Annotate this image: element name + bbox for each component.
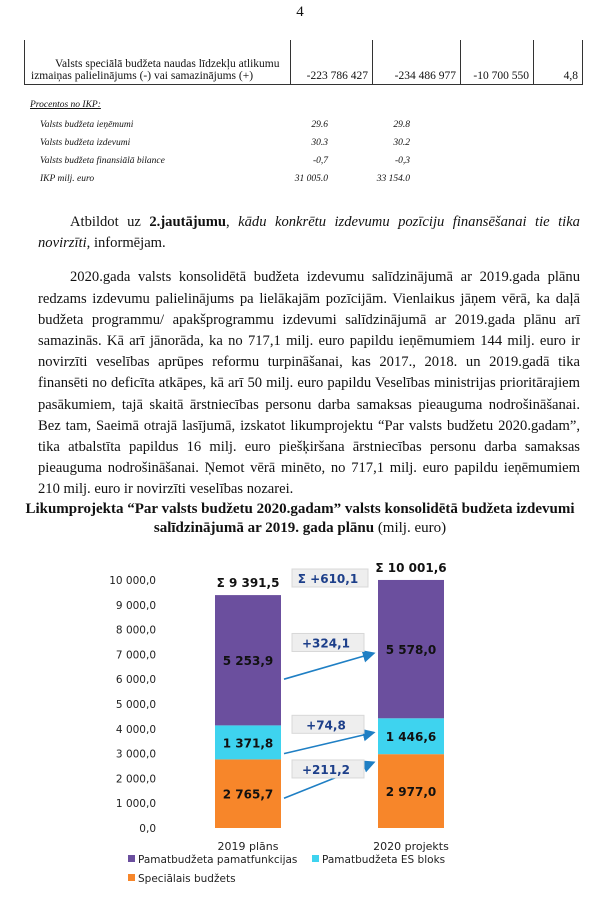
text: , [226,214,239,230]
y-tick-label: 0,0 [139,823,156,835]
bar-value-label: 5 578,0 [385,643,437,658]
ikp-value-2019: -0,7 [312,156,328,166]
chart-title [20,500,580,538]
ikp-row [40,138,470,148]
total-change-label: Σ +610,1 [297,572,359,586]
row-label: Valsts speciālā budžeta naudas līdzekļu atlikumu izmaiņas palielinājums (-) vai samazinājums (+) [25,40,291,85]
y-tick-label: 5 000,0 [115,699,156,711]
text: Atbildot uz [70,214,150,230]
table-row [25,40,583,85]
chart-unit: (milj. euro) [377,520,447,536]
ikp-label: Valsts budžeta ieņēmumi [40,120,134,130]
ikp-row [40,156,470,166]
change-arrow [284,733,374,754]
y-tick-label: 6 000,0 [115,674,156,687]
bar-total-label: Σ 9 391,5 [216,576,280,591]
legend-swatch [128,855,135,862]
legend-swatch [312,855,319,862]
y-tick-label: 4 000,0 [115,723,156,736]
table-cell: -10 700 550 [461,40,534,85]
paragraph [38,212,580,254]
bar-total-label: Σ 10 001,6 [375,560,447,575]
ikp-value-2020: 30.2 [393,138,410,148]
y-tick-label: 8 000,0 [115,624,156,637]
legend-label: Pamatbudžeta ES bloks [322,854,446,866]
legend-swatch [128,874,135,881]
bar-value-label: 1 371,8 [222,736,274,751]
page-number: 4 [296,4,304,20]
table-cell: -223 786 427 [291,40,373,85]
change-label: +211,2 [301,762,351,777]
change-label: +324,1 [301,636,351,651]
ikp-label: IKP milj. euro [40,174,95,184]
x-tick-label: 2020 projekts [373,840,449,853]
y-tick-label: 3 000,0 [115,748,156,761]
change-label: +74,8 [306,718,346,733]
y-tick-label: 7 000,0 [115,649,156,662]
ikp-value-2019: 30.3 [311,138,328,148]
ikp-row [40,120,470,130]
bar-value-label: 2 765,7 [222,787,274,802]
paragraph: 2020.gada valsts konsolidētā budžeta izdevumu salīdzinājumā ar 2019.gada plānu redzams izdevumu palielinājums pa lielākajām pozīcijām. Vienlaikus jāņem vērā, ka daļā budžeta programmu/ apakšprogrammu izdevumi salīdzinājumā ar 2019.gada plānu arī samazinās. Kā arī jānorāda, ka no 717,1 milj. euro papildu ieņēmumiem 144 milj. euro ir novirzīti veselības aprūpes reformu turpināšanai, kas 2017., 2018. un 2019.gadā tika finansēti no deficīta atkāpes, kā arī 50 milj. euro papildu Veselības ministrijas prioritārajiem pasākumiem, tajā skaitā ārstniecības personu darba samaksas pieauguma nodrošināšanai. Bez tam, Saeimā otrajā lasījumā, izskatot likumprojektu “Par valsts budžetu 2020.gadam”, tika atbalstīta papildus 16 milj. euro piešķiršana ārstniecības personu darba samaksas pieauguma nodrošināšanai. Ņemot vērā minēto, no 717,1 milj. euro papildu ieņēmumiem 210 milj. euro ir novirzīti veselības nozarei. [38,269,580,498]
text-italic: kādu konkrētu izdevumu pozīciju finansēšanai tie tika novirzīti [38,214,580,252]
ikp-label: Valsts budžeta finansiālā bilance [40,156,165,166]
ikp-value-2019: 29.6 [311,120,328,130]
bar-value-label: 5 253,9 [222,654,274,669]
change-arrow [284,653,374,679]
stacked-bar-chart [0,550,600,904]
body-text [38,212,580,514]
bar-value-label: 1 446,6 [385,730,437,745]
ikp-value-2020: -0,3 [394,156,410,166]
y-tick-label: 1 000,0 [115,798,156,811]
ikp-value-2019: 31 005.0 [294,174,328,184]
ikp-heading: Procentos no IKP: [30,100,101,110]
y-tick-label: 10 000,0 [109,575,156,587]
table-cell: -234 486 977 [373,40,461,85]
text-bold: 2.jautājumu [149,214,226,230]
x-tick-label: 2019 plāns [217,840,279,853]
legend-label: Speciālais budžets [138,873,236,885]
bar-value-label: 2 977,0 [385,785,437,800]
ikp-label: Valsts budžeta izdevumi [40,138,131,148]
y-tick-label: 9 000,0 [115,599,156,612]
ikp-value-2020: 33 154.0 [376,174,410,184]
table-cell: 4,8 [534,40,583,85]
budget-table [24,40,583,85]
legend-label: Pamatbudžeta pamatfunkcijas [138,854,298,866]
text: , informējam. [86,235,166,252]
ikp-row [40,174,470,184]
ikp-value-2020: 29.8 [393,120,410,130]
y-tick-label: 2 000,0 [115,773,156,786]
chart-title-text: Likumprojekta “Par valsts budžetu 2020.gadam” valsts konsolidētā budžeta izdevumi salīdzinājumā ar 2019. gada plānu [25,501,575,536]
